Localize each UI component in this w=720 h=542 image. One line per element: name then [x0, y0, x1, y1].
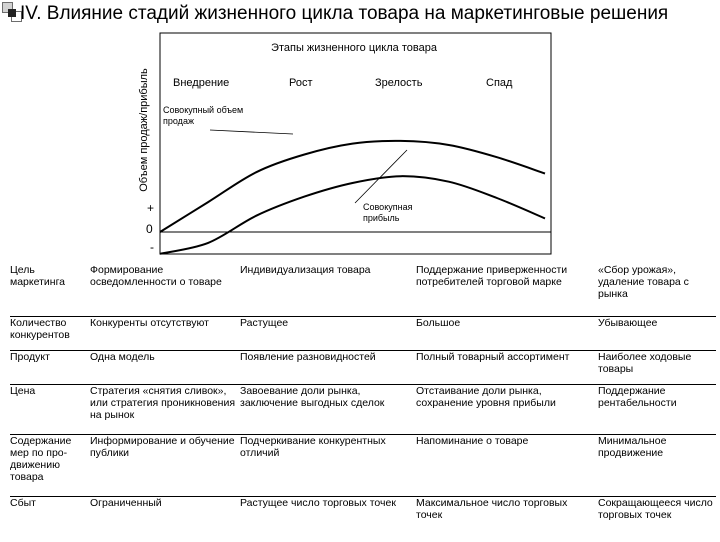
sales-pointer-line — [210, 130, 293, 134]
stage-label-introduction: Внедрение — [173, 77, 230, 89]
table-cell: Отстаивание доли рынка, сохранение уровня прибыли — [416, 384, 556, 409]
table-cell: Растущее — [240, 316, 289, 329]
table-row — [10, 350, 716, 384]
table-cell: Полный товарный ассортимент — [416, 350, 570, 363]
row-header-cell: Сбыт — [10, 496, 36, 509]
stage-label-decline: Спад — [486, 77, 513, 89]
table-cell: Большое — [416, 316, 461, 329]
table-cell: Завоевание доли рынка, заключение выгодных сделок — [240, 384, 385, 409]
table-cell: Наиболее ходовые товары — [598, 350, 692, 375]
marketing-decisions-table — [10, 264, 716, 542]
table-cell: «Сбор урожая», удаление товара с рынка — [598, 264, 689, 300]
profit-curve-label: Совокупная прибыль — [363, 202, 413, 223]
row-header-cell: Содержание мер по про-движению товара — [10, 434, 72, 483]
table-cell: Стратегия «снятия сливок», или стратегия проникновения на рынок — [90, 384, 236, 421]
sales-curve-label: Совокупный объем продаж — [163, 105, 244, 126]
table-row — [10, 496, 716, 542]
table-cell: Поддержание приверженности потребителей торговой марке — [416, 264, 568, 288]
table-cell: Максимальное число торговых точек — [416, 496, 568, 521]
table-row — [10, 316, 716, 350]
table-row — [10, 434, 716, 496]
table-row — [10, 384, 716, 434]
stage-label-growth: Рост — [289, 77, 313, 89]
table-cell: Подчеркивание конкурентных отличий — [240, 434, 386, 459]
table-cell: Убывающее — [598, 316, 658, 329]
table-cell: Конкуренты отсутствуют — [90, 316, 209, 329]
stage-label-maturity: Зрелость — [375, 77, 423, 89]
stage-header: Этапы жизненного цикла товара — [246, 40, 462, 56]
table-cell: Индивидуализация товара — [240, 264, 371, 276]
lifecycle-curves — [160, 141, 545, 254]
table-cell: Ограниченный — [90, 496, 162, 509]
row-header-cell: Продукт — [10, 350, 50, 363]
row-header-cell: Цель маркетинга — [10, 264, 66, 288]
table-cell: Информирование и обучение публики — [90, 434, 235, 459]
zero-sign: 0 — [146, 222, 153, 236]
table-cell: Минимальное продвижение — [598, 434, 667, 459]
table-cell: Растущее число торговых точек — [240, 496, 396, 509]
table-cell: Поддержание рентабельности — [598, 384, 677, 409]
table-cell: Появление разновидностей — [240, 350, 376, 363]
row-header-cell: Цена — [10, 384, 36, 397]
table-cell: Одна модель — [90, 350, 155, 363]
row-header-cell: Количество конкурентов — [10, 316, 70, 341]
page-title: IV. Влияние стадий жизненного цикла товара на маркетинговые решения — [20, 3, 669, 24]
sales-curve — [160, 141, 545, 232]
table-cell: Сокращающееся число торговых точек — [598, 496, 713, 521]
y-axis-label: Объем продаж/прибыль — [138, 68, 150, 192]
table-cell: Формирование осведомленности о товаре — [90, 264, 222, 288]
table-row — [10, 264, 716, 316]
profit-curve — [160, 176, 545, 254]
negative-sign: - — [150, 240, 154, 254]
table-cell: Напоминание о товаре — [416, 434, 529, 447]
positive-sign: + — [147, 201, 155, 215]
